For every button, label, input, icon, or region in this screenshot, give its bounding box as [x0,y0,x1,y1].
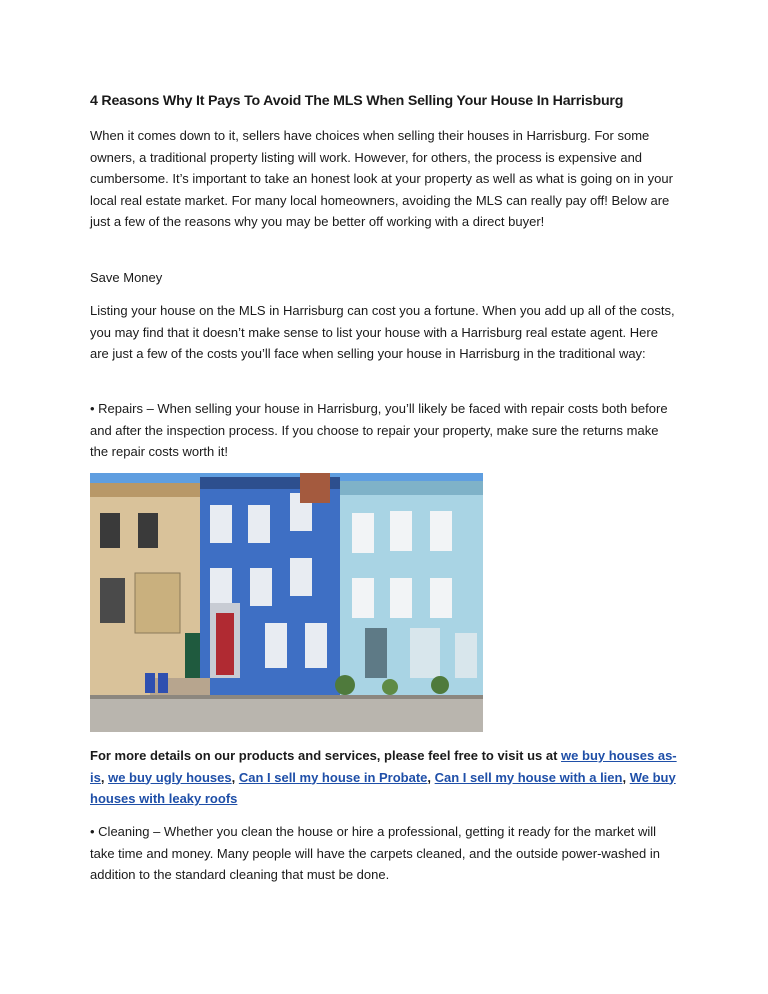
link-separator: , [231,769,239,785]
link-leaky-roofs[interactable]: We buy houses with leaky roofs [90,769,676,806]
link-we-buy-houses-as-is[interactable]: we buy houses as-is [90,748,677,785]
rowhouses-photo [90,473,483,732]
listing-cost-paragraph: Listing your house on the MLS in Harrisburg can cost you a fortune. When you add up all of the costs, you may find that it doesn’t make sense to list your house with a Harrisburg real estate agent. Here are just a few of the costs you’ll face when selling your house in Harrisburg in the traditional way: [90,303,675,361]
intro-paragraph: When it comes down to it, sellers have choices when selling their houses in Harrisburg. For some owners, a traditional property listing will work. However, for others, the process is expensive and cumbersome. It’s important to take an honest look at your property as well as what is going on in your local real estate market. For many local homeowners, avoiding the MLS can really pay off! Below are just a few of the reasons why you may be better off working with a direct buyer! [90,128,673,229]
cleaning-bullet: • Cleaning – Whether you clean the house or hire a professional, getting it ready for the market will take time and money. Many people will have the carpets cleaned, and the outside power-washed in addition to the standard cleaning that must be done. [90,824,660,882]
repairs-bullet: • Repairs – When selling your house in Harrisburg, you’ll likely be faced with repair costs both before and after the inspection process. If you choose to repair your property, make sure the returns make the repair costs worth it! [90,401,668,459]
link-we-buy-ugly-houses[interactable]: we buy ugly houses [108,769,232,785]
link-sell-house-with-lien[interactable]: Can I sell my house with a lien [434,769,623,785]
link-separator: , [427,769,435,785]
link-separator: , [100,769,109,785]
section-heading-save-money: Save Money [90,270,163,285]
page-title: 4 Reasons Why It Pays To Avoid The MLS When Selling Your House In Harrisburg [90,93,624,109]
cta-paragraph [90,745,680,810]
link-separator: , [622,769,630,785]
cta-prefix: For more details on our products and services, please feel free to visit us at [90,748,562,763]
link-sell-house-in-probate[interactable]: Can I sell my house in Probate [238,769,428,785]
